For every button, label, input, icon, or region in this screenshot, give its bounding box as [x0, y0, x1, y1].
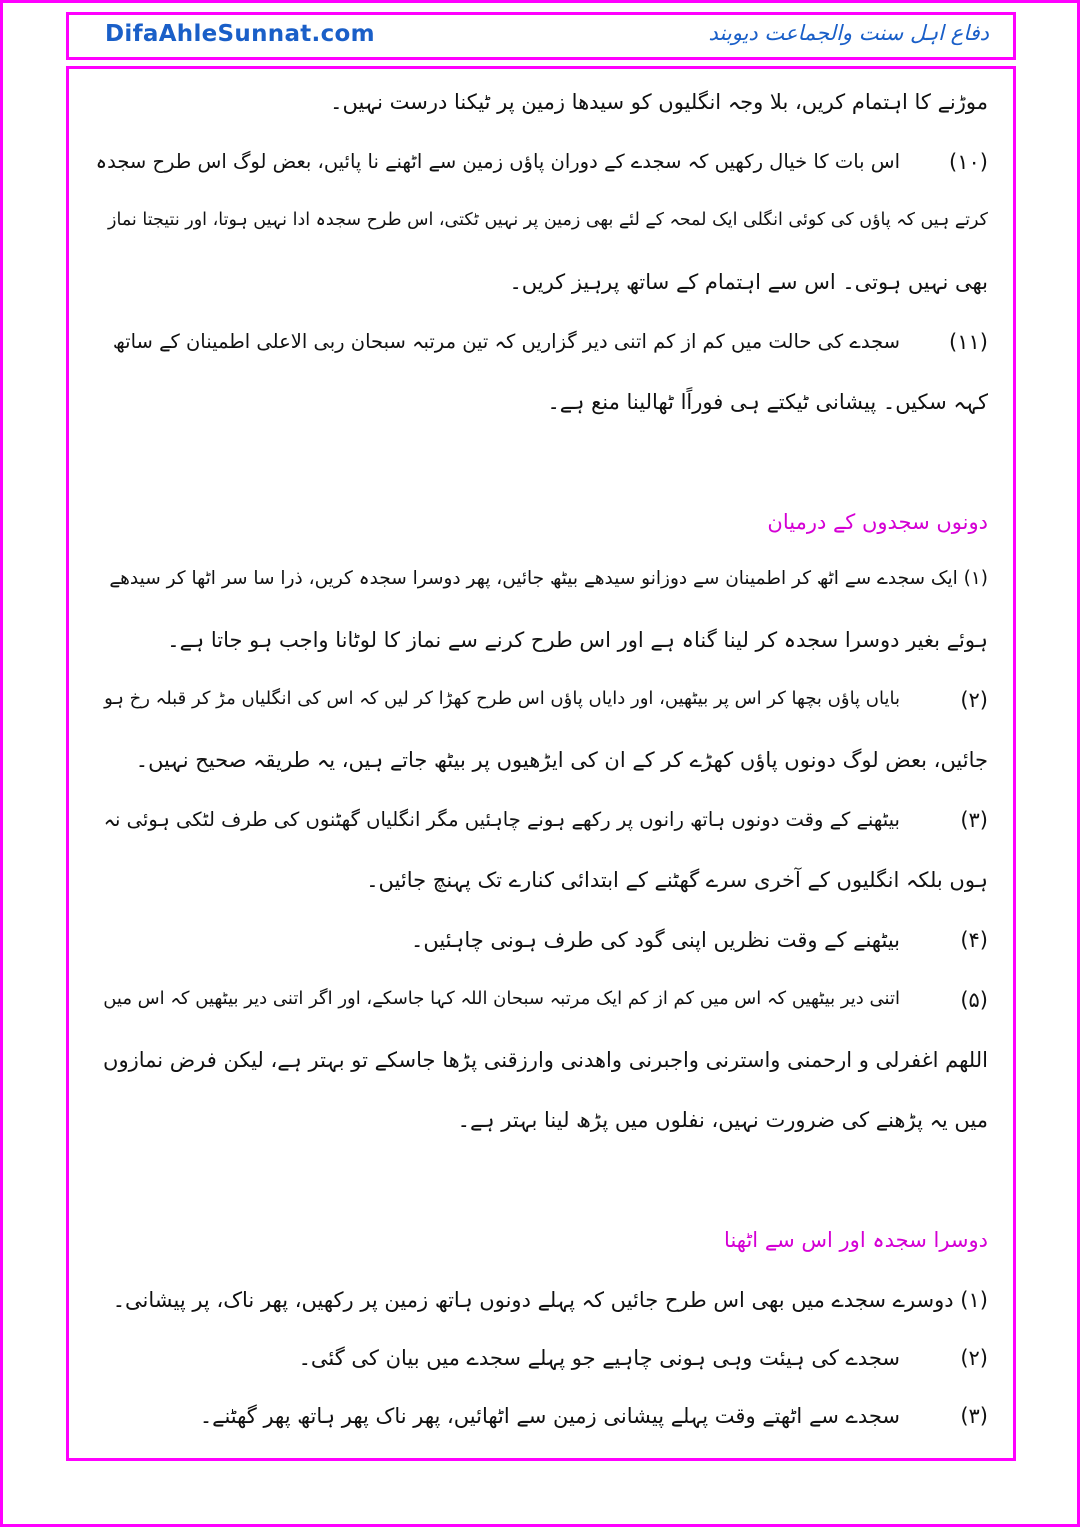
s1-item-3-number: (۳)	[960, 808, 988, 832]
s1-item-5-line-1: اتنی دیر بیٹھیں کہ اس میں کم از کم ایک مرتبہ سبحان اللہ کہا جاسکے، اور اگر اتنی دیر بیٹھیں کہ اس میں	[103, 988, 900, 1009]
s1-item-2-line-1: بایاں پاؤں بچھا کر اس پر بیٹھیں، اور دایاں پاؤں اس طرح کھڑا کر لیں کہ اس کی انگلیاں مڑ کر قبلہ رخ ہو	[104, 688, 900, 709]
site-title: دفاع اہل سنت والجماعت دیوبند	[708, 21, 989, 45]
s1-item-5-line-2: اللھم اغفرلی و ارحمنی واسترنی واجبرنی واھدنی وارزقنی پڑھا جاسکے تو بہتر ہے، لیکن فرض نمازوں	[103, 1048, 988, 1072]
s1-item-4-line-1: بیٹھنے کے وقت نظریں اپنی گود کی طرف ہونی چاہئیں۔	[411, 928, 900, 952]
section-heading-between-sajdas: دونوں سجدوں کے درمیان	[767, 510, 988, 534]
s2-item-1-line-1: (۱) دوسرے سجدے میں بھی اس طرح جائیں کہ پہلے دونوں ہاتھ زمین پر رکھیں، پھر ناک، پر پیشانی۔	[112, 1288, 988, 1312]
header-bar	[66, 12, 1016, 60]
s1-item-3-line-2: ہوں بلکہ انگلیوں کے آخری سرے گھٹنے کے ابتدائی کنارے تک پہنچ جائیں۔	[366, 868, 988, 892]
s1-item-5-line-3: میں یہ پڑھنے کی ضرورت نہیں، نفلوں میں پڑھ لینا بہتر ہے۔	[457, 1108, 988, 1132]
s2-item-2-number: (۲)	[960, 1346, 988, 1370]
s1-item-2-number: (۲)	[960, 688, 988, 712]
item-11-line-2: کہہ سکیں۔ پیشانی ٹیکتے ہی فوراًا ٹھالینا منع ہے۔	[547, 390, 988, 414]
s2-item-3-line-1: سجدے سے اٹھتے وقت پہلے پیشانی زمین سے اٹھائیں، پھر ناک پھر ہاتھ پھر گھٹنے۔	[199, 1404, 900, 1428]
s1-item-2-line-2: جائیں، بعض لوگ دونوں پاؤں کھڑے کر کے ان کی ایڑھیوں پر بیٹھ جاتے ہیں، یہ طریقہ صحیح نہیں۔	[135, 748, 988, 772]
s2-item-3-number: (۳)	[960, 1404, 988, 1428]
item-10-line-2: کرتے ہیں کہ پاؤں کی کوئی انگلی ایک لمحہ کے لئے بھی زمین پر نہیں ٹکتی، اس طرح سجدہ ادا نہیں ہوتا، اور نتیجتا نماز	[108, 210, 988, 230]
item-10-number: (۱۰)	[949, 150, 988, 174]
item-10-line-1: اس بات کا خیال رکھیں کہ سجدے کے دوران پاؤں زمین سے اٹھنے نا پائیں، بعض لوگ اس طرح سجدہ	[95, 150, 900, 173]
item-10-line-3: بھی نہیں ہوتی۔ اس سے اہتمام کے ساتھ پرہیز کریں۔	[509, 270, 988, 294]
item-11-line-1: سجدے کی حالت میں کم از کم اتنی دیر گزاریں کہ تین مرتبہ سبحان ربی الاعلی اطمینان کے ساتھ	[112, 330, 900, 353]
site-url[interactable]: DifaAhleSunnat.com	[105, 21, 375, 47]
s1-item-5-number: (۵)	[960, 988, 988, 1012]
continuation-line: موڑنے کا اہتمام کریں، بلا وجہ انگلیوں کو سیدھا زمین پر ٹیکنا درست نہیں۔	[330, 90, 988, 114]
section-heading-second-sajda: دوسرا سجدہ اور اس سے اٹھنا	[724, 1228, 988, 1252]
s2-item-2-line-1: سجدے کی ہیئت وہی ہونی چاہیے جو پہلے سجدے میں بیان کی گئی۔	[298, 1346, 900, 1370]
s1-item-4-number: (۴)	[960, 928, 988, 952]
s1-item-1-line-2: ہوئے بغیر دوسرا سجدہ کر لینا گناہ ہے اور اس طرح کرنے سے نماز کا لوٹانا واجب ہو جاتا ہے۔	[167, 628, 988, 652]
s1-item-3-line-1: بیٹھنے کے وقت دونوں ہاتھ رانوں پر رکھے ہونے چاہئیں مگر انگلیاں گھٹنوں کی طرف لٹکی ہوئی نہ	[103, 808, 900, 831]
s1-item-1-line-1: (۱) ایک سجدے سے اٹھ کر اطمینان سے دوزانو سیدھے بیٹھ جائیں، پھر دوسرا سجدہ کریں، ذرا سا سر اٹھا کر سیدھے	[109, 568, 988, 589]
item-11-number: (۱۱)	[949, 330, 988, 354]
